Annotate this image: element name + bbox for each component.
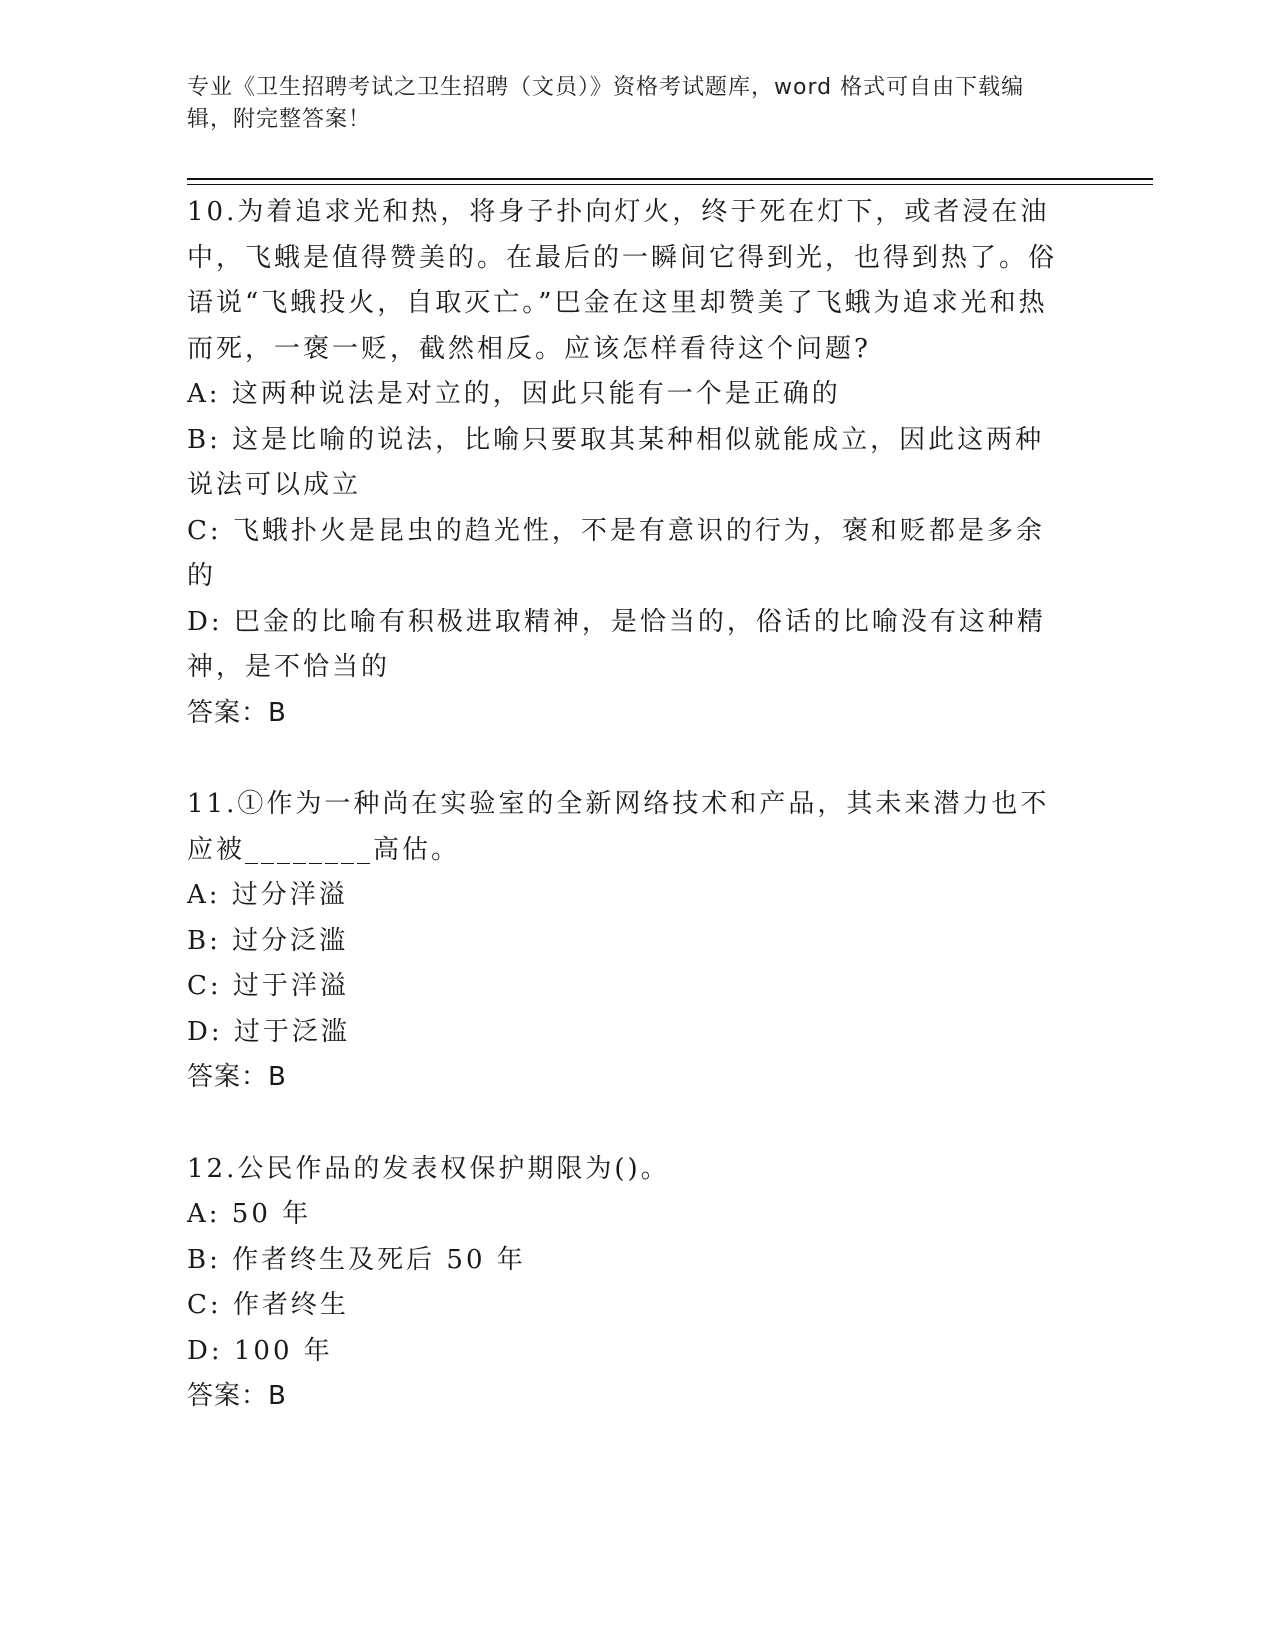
header-rule-thick [187,178,1153,180]
option-c: C: 飞蛾扑火是昆虫的趋光性，不是有意识的行为，褒和贬都是多余的 [187,515,1045,591]
option-b: B: 过分泛滥 [187,925,349,956]
option-b: B: 作者终生及死后 50 年 [187,1244,526,1275]
option-c: C: 作者终生 [187,1290,349,1320]
question-list [187,190,1067,1420]
question-stem: 10.为着追求光和热，将身子扑向灯火，终于死在灯下，或者浸在油中，飞蛾是值得赞美的。在最后的一瞬间它得到光，也得到热了。俗语说“飞蛾投火，自取灭亡。”巴金在这里却赞美了飞蛾为追求光和热而死，一褒一贬，截然相反。应该怎样看待这个问题? [187,197,1058,364]
question-spacer [187,1101,1067,1147]
answer-line: 答案：B [187,1381,287,1411]
option-b: B: 这是比喻的说法，比喻只要取其某种相似就能成立，因此这两种说法可以成立 [187,424,1045,500]
option-c: C: 过于洋溢 [187,971,349,1001]
document-header: 专业《卫生招聘考试之卫生招聘（文员）》资格考试题库，word 格式可自由下载编辑，附完整答案！ [187,75,1025,132]
option-a: A: 50 年 [187,1199,312,1229]
question-stem: 11.①作为一种尚在实验室的全新网络技术和产品，其未来潜力也不应被________高估。 [187,789,1050,865]
option-a: A: 这两种说法是对立的，因此只能有一个是正确的 [187,379,841,409]
option-a: A: 过分洋溢 [187,880,348,910]
header-rule-thin [187,184,1153,185]
option-d: D: 巴金的比喻有积极进取精神，是恰当的，俗话的比喻没有这种精神，是不恰当的 [187,606,1046,682]
answer-line: 答案：B [187,1062,287,1092]
question-10 [187,190,1067,736]
option-d: D: 100 年 [187,1335,333,1366]
question-12 [187,1147,1067,1420]
question-spacer [187,736,1067,782]
option-d: D: 过于泛滥 [187,1016,350,1047]
answer-line: 答案：B [187,697,287,728]
question-stem: 12.公民作品的发表权保护期限为()。 [187,1153,670,1184]
question-11 [187,782,1067,1101]
